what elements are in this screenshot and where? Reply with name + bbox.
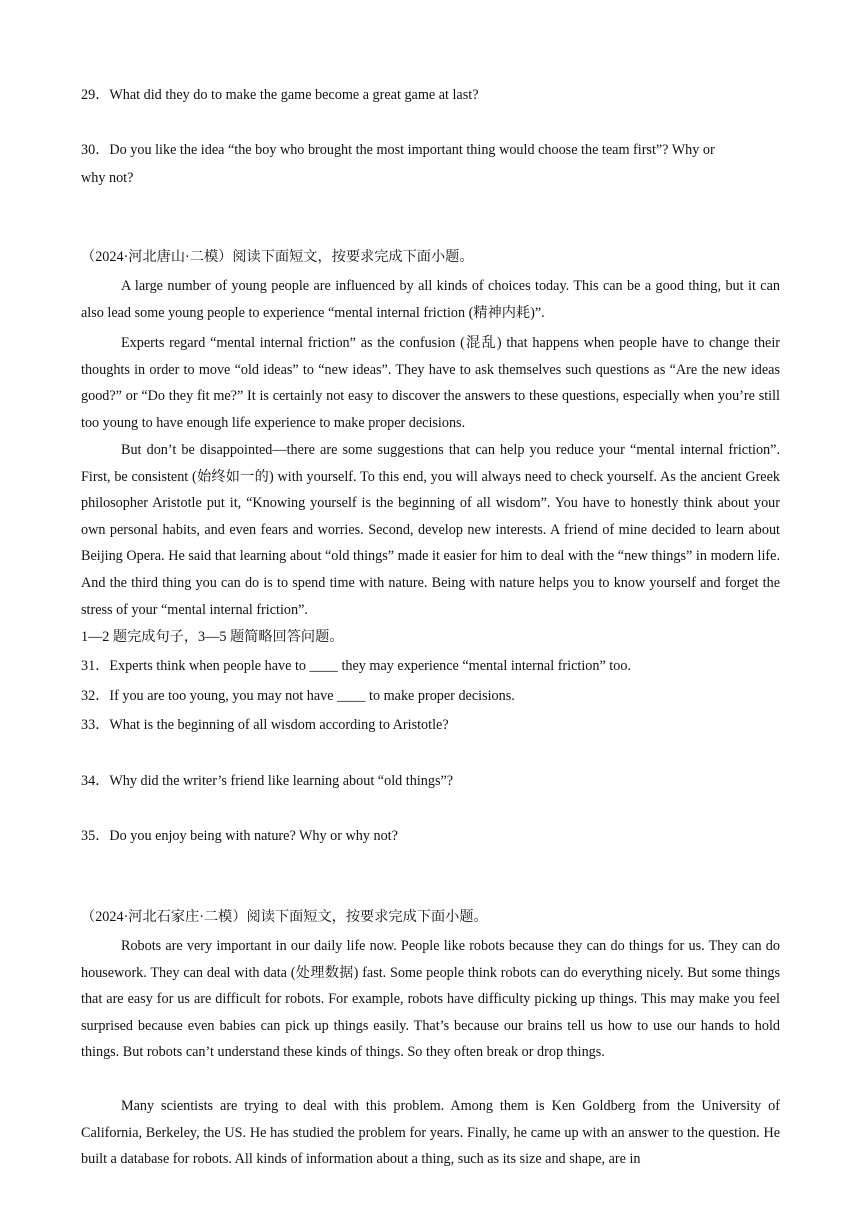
passage2-source: （2024·河北石家庄·二模）阅读下面短文，按要求完成下面小题。 [81, 909, 488, 925]
passage1-source: （2024·河北唐山·二模）阅读下面短文，按要求完成下面小题。 [81, 249, 474, 265]
passage2-paragraph-1: Robots are very important in our daily life now. People like robots because they can do things for us. They can do housework. They can deal with data (处理数据) fast. Some people think robots can do everything nicely. But some things that are easy for us are difficult for robots. For example, robots have difficulty picking up things. This may make you feel surprised because even babies can pick up things easily. That’s because our brains tell us how to use our hands to hold things. But robots can’t understand these kinds of things. So they often break or drop things. [81, 938, 780, 1061]
question-33: 33．What is the beginning of all wisdom according to Aristotle? [81, 717, 449, 733]
passage1-paragraph-2: Experts regard “mental internal friction” as the confusion (混乱) that happens when people have to change their thoughts in order to move “old ideas” to “new ideas”. They have to ask themselves such questions as “Are the new ideas good?” or “Do they fit me?” It is certainly not easy to discover the answers to these questions, especially when you’re still too young to have enough life experience to make proper decisions. [81, 335, 780, 431]
passage1-instruction: 1—2 题完成句子，3—5 题简略回答问题。 [81, 629, 344, 645]
question-30: 30．Do you like the idea “the boy who brought the most important thing would choose the team first”? Why or [81, 142, 715, 158]
question-30-continued: why not? [81, 170, 134, 186]
question-31: 31．Experts think when people have to ____ they may experience “mental internal friction” too. [81, 658, 631, 674]
question-35: 35．Do you enjoy being with nature? Why or why not? [81, 828, 398, 844]
passage1-paragraph-1: A large number of young people are influenced by all kinds of choices today. This can be a good thing, but it can also lead some young people to experience “mental internal friction (精神内耗)”. [81, 278, 780, 321]
question-34: 34．Why did the writer’s friend like learning about “old things”? [81, 773, 454, 789]
passage2-paragraph-2: Many scientists are trying to deal with this problem. Among them is Ken Goldberg from the University of California, Berkeley, the US. He has studied the problem for years. Finally, he came up with an answer to the question. He built a database for robots. All kinds of information about a thing, such as its size and shape, are in [81, 1098, 780, 1168]
question-32: 32．If you are too young, you may not have ____ to make proper decisions. [81, 688, 515, 704]
passage1-paragraph-3: But don’t be disappointed—there are some suggestions that can help you reduce your “mental internal friction”. First, be consistent (始终如一的) with yourself. To this end, you will always need to check yourself. As the ancient Greek philosopher Aristotle put it, “Knowing yourself is the beginning of all wisdom”. You have to honestly think about your own personal habits, and even fears and worries. Second, develop new interests. A friend of mine decided to learn about Beijing Opera. He said that learning about “old things” made it easier for him to deal with the “new things” in modern life. And the third thing you can do is to spend time with nature. Being with nature helps you to know yourself and forget the stress of your “mental internal friction”. [81, 442, 780, 618]
question-29: 29．What did they do to make the game become a great game at last? [81, 87, 479, 103]
